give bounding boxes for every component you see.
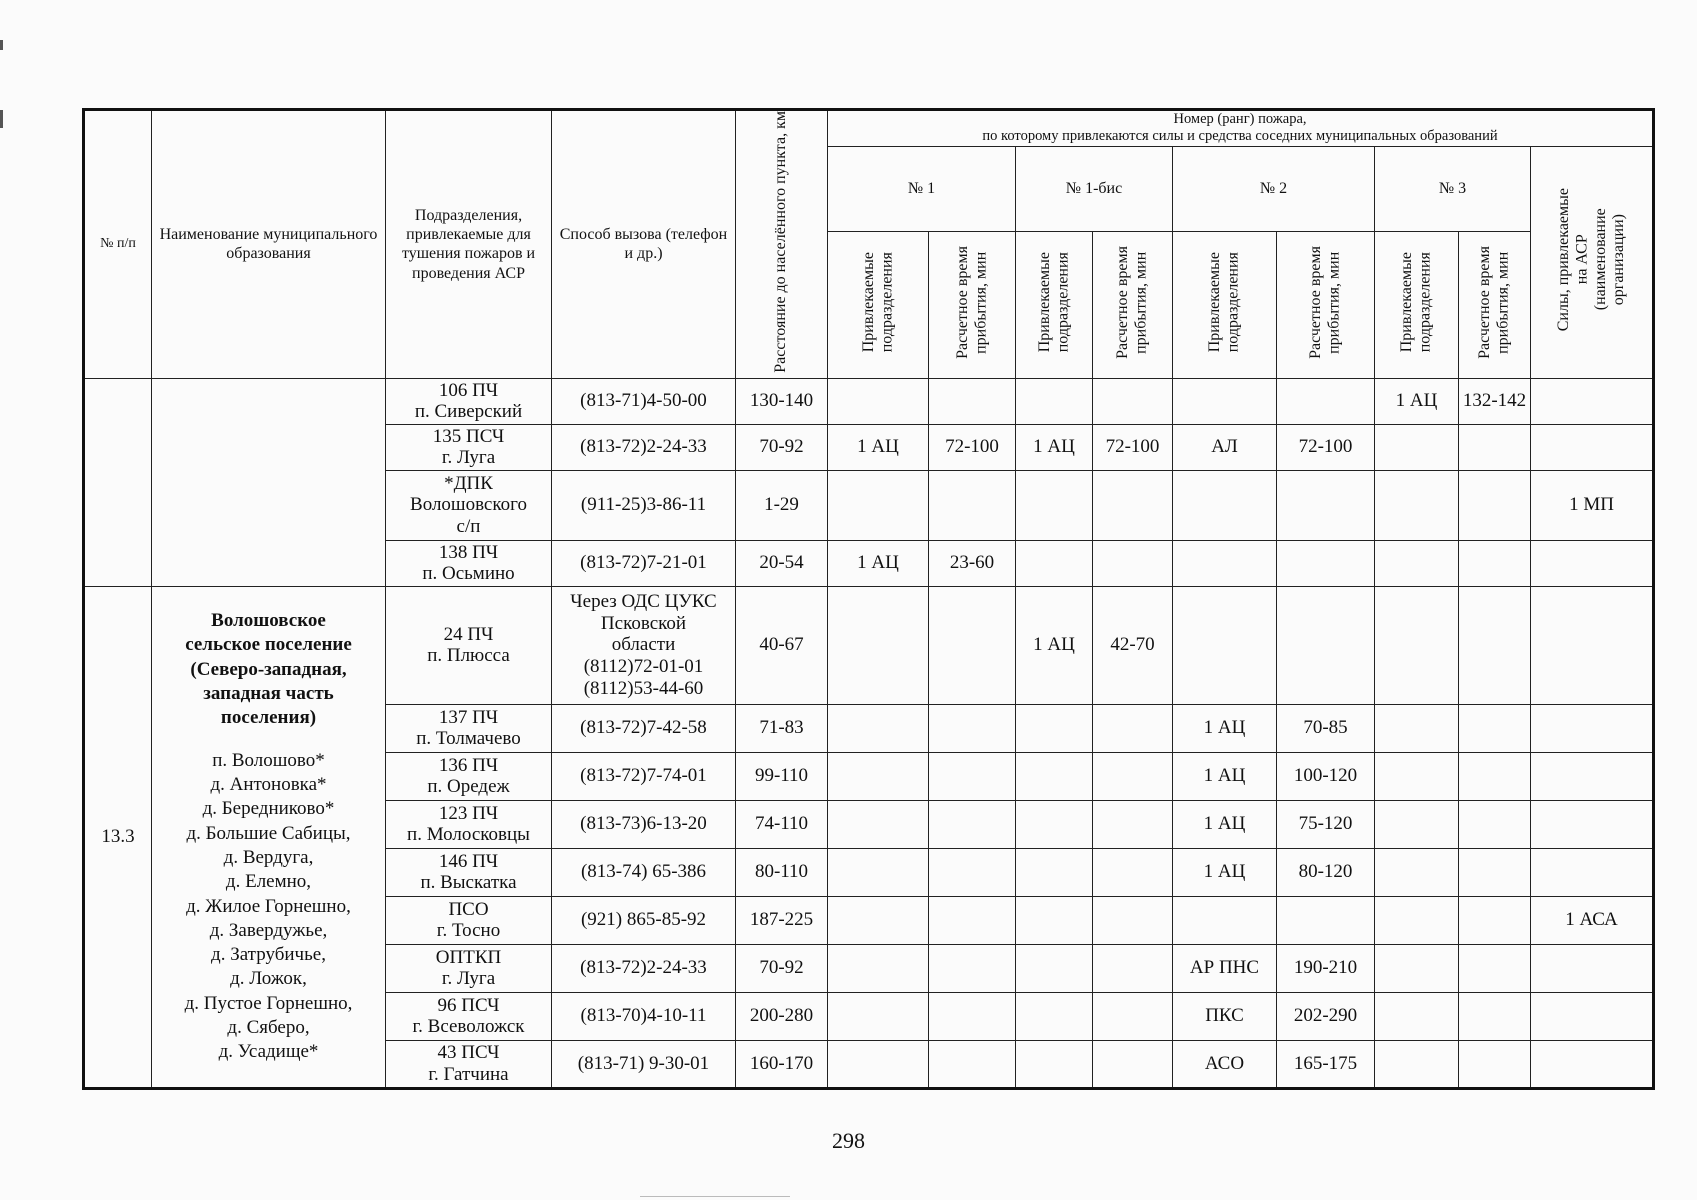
rank1-time-cell bbox=[929, 704, 1016, 752]
call-method-cell bbox=[552, 1040, 736, 1088]
header-rank-1: № 1 bbox=[828, 146, 1016, 231]
rank2-time-cell bbox=[1277, 896, 1375, 944]
fire-response-table bbox=[82, 108, 1655, 1090]
unit-name: 137 ПЧ bbox=[438, 706, 499, 728]
rank1bis-units-cell bbox=[1016, 470, 1093, 540]
header-units: Подразделения, привлекаемые для тушения пожаров и проведения АСР bbox=[386, 110, 552, 379]
rank2-units-cell: 1 АЦ bbox=[1173, 848, 1277, 896]
call-line: (8112)53-44-60 bbox=[583, 678, 704, 700]
rank3-time-cell bbox=[1459, 1040, 1531, 1088]
rank1bis-units-cell bbox=[1016, 378, 1093, 424]
mo-title-line: (Северо-западная, bbox=[190, 658, 347, 680]
rank1-units-cell: 1 АЦ bbox=[828, 540, 929, 586]
rank1bis-time-cell: 72-100 bbox=[1093, 424, 1173, 470]
rank1bis-units-cell bbox=[1016, 704, 1093, 752]
call-line: области bbox=[611, 634, 676, 656]
distance-cell: 130-140 bbox=[736, 378, 828, 424]
rank3-units-cell bbox=[1375, 848, 1459, 896]
rank1-units-cell bbox=[828, 1040, 929, 1088]
call-method-cell bbox=[552, 540, 736, 586]
call-line: (813-72)7-21-01 bbox=[580, 552, 707, 574]
unit-location: п. Сиверский bbox=[414, 401, 523, 423]
page-number: 298 bbox=[832, 1128, 865, 1153]
call-line: (813-72)2-24-33 bbox=[580, 957, 707, 979]
village-list bbox=[154, 749, 383, 1065]
rank2-units-cell bbox=[1173, 378, 1277, 424]
call-line: Через ОДС ЦУКС bbox=[570, 590, 717, 612]
rank1bis-time-cell bbox=[1093, 752, 1173, 800]
rank2-time-cell: 190-210 bbox=[1277, 944, 1375, 992]
rank1bis-units-cell bbox=[1016, 1040, 1093, 1088]
rank2-time-cell bbox=[1277, 378, 1375, 424]
unit-cell bbox=[386, 424, 552, 470]
rank1-units-cell bbox=[828, 944, 929, 992]
unit-cell bbox=[386, 1040, 552, 1088]
asr-forces-cell bbox=[1531, 848, 1654, 896]
distance-cell: 20-54 bbox=[736, 540, 828, 586]
rank1bis-units-cell bbox=[1016, 896, 1093, 944]
rank1bis-time-cell: 42-70 bbox=[1093, 586, 1173, 704]
rank2-time-cell: 165-175 bbox=[1277, 1040, 1375, 1088]
unit-cell bbox=[386, 586, 552, 704]
rank1-units-cell bbox=[828, 704, 929, 752]
village-item: д. Затрубичье, bbox=[211, 944, 326, 966]
call-method-cell bbox=[552, 378, 736, 424]
village-item: д. Пустое Горнешно, bbox=[184, 992, 353, 1014]
rank1-time-cell bbox=[929, 586, 1016, 704]
rank3-units-cell: 1 АЦ bbox=[1375, 378, 1459, 424]
rank1-units-cell bbox=[828, 848, 929, 896]
asr-forces-cell bbox=[1531, 992, 1654, 1040]
rank2-units-cell: ПКС bbox=[1173, 992, 1277, 1040]
header-rank-3: № 3 bbox=[1375, 146, 1531, 231]
unit-cell bbox=[386, 540, 552, 586]
call-method-cell bbox=[552, 470, 736, 540]
header-r3-time: Расчетное время прибытия, мин bbox=[1459, 231, 1531, 378]
rank3-units-cell bbox=[1375, 752, 1459, 800]
rank1-time-cell bbox=[929, 848, 1016, 896]
asr-forces-cell bbox=[1531, 944, 1654, 992]
unit-name: 106 ПЧ bbox=[438, 379, 499, 401]
rank2-time-cell: 75-120 bbox=[1277, 800, 1375, 848]
unit-name: 96 ПСЧ bbox=[437, 994, 500, 1016]
village-item: д. Бередниково* bbox=[202, 798, 335, 820]
distance-cell: 74-110 bbox=[736, 800, 828, 848]
unit-cell bbox=[386, 800, 552, 848]
rank1-time-cell bbox=[929, 944, 1016, 992]
rank3-time-cell bbox=[1459, 800, 1531, 848]
rank2-time-cell: 202-290 bbox=[1277, 992, 1375, 1040]
village-item: д. Завердужье, bbox=[209, 919, 328, 941]
unit-name: ПСО bbox=[448, 898, 489, 920]
unit-location: г. Луга bbox=[441, 968, 496, 990]
asr-forces-cell bbox=[1531, 704, 1654, 752]
rank3-units-cell bbox=[1375, 540, 1459, 586]
village-item: д. Большие Сабицы, bbox=[186, 822, 351, 844]
asr-forces-cell bbox=[1531, 378, 1654, 424]
header-rank-group bbox=[828, 110, 1654, 147]
rank1-time-cell bbox=[929, 800, 1016, 848]
unit-location: Волошовского bbox=[410, 494, 527, 516]
rank1-time-cell: 23-60 bbox=[929, 540, 1016, 586]
rank1-units-cell bbox=[828, 378, 929, 424]
unit-location-suffix: с/п bbox=[456, 516, 481, 538]
rank1bis-time-cell bbox=[1093, 800, 1173, 848]
rank2-time-cell: 80-120 bbox=[1277, 848, 1375, 896]
unit-name: 138 ПЧ bbox=[438, 541, 499, 563]
rank1bis-units-cell: 1 АЦ bbox=[1016, 586, 1093, 704]
unit-location: п. Толмачево bbox=[416, 728, 521, 750]
table-row bbox=[84, 586, 1654, 704]
call-line: (921) 865-85-92 bbox=[580, 909, 707, 931]
village-item: д. Елемно, bbox=[225, 871, 312, 893]
unit-name: ОПТКП bbox=[435, 946, 502, 968]
mo-title bbox=[154, 609, 383, 731]
table-row bbox=[84, 378, 1654, 424]
call-method-cell bbox=[552, 800, 736, 848]
mo-name-cell bbox=[152, 586, 386, 1088]
rank2-units-cell bbox=[1173, 540, 1277, 586]
rank1bis-units-cell bbox=[1016, 800, 1093, 848]
rank3-time-cell: 132-142 bbox=[1459, 378, 1531, 424]
distance-cell: 70-92 bbox=[736, 944, 828, 992]
table-body bbox=[84, 378, 1654, 1088]
call-method-cell bbox=[552, 896, 736, 944]
header-mo-name: Наименование муниципального образования bbox=[152, 110, 386, 379]
rank1bis-units-cell: 1 АЦ bbox=[1016, 424, 1093, 470]
mo-title-line: поселения) bbox=[220, 707, 317, 729]
header-number: № п/п bbox=[84, 110, 152, 379]
call-line: (813-74) 65-386 bbox=[580, 861, 707, 883]
rank2-units-cell: АСО bbox=[1173, 1040, 1277, 1088]
header-rank-group-line1: Номер (ранг) пожара, bbox=[1173, 111, 1307, 127]
header-r2-time: Расчетное время прибытия, мин bbox=[1277, 231, 1375, 378]
rank1bis-time-cell bbox=[1093, 848, 1173, 896]
rank2-time-cell: 72-100 bbox=[1277, 424, 1375, 470]
rank1bis-time-cell bbox=[1093, 896, 1173, 944]
rank2-time-cell: 100-120 bbox=[1277, 752, 1375, 800]
unit-cell bbox=[386, 896, 552, 944]
rank1bis-time-cell bbox=[1093, 470, 1173, 540]
village-item: д. Сяберо, bbox=[227, 1017, 310, 1039]
asr-forces-cell bbox=[1531, 800, 1654, 848]
rank3-units-cell bbox=[1375, 800, 1459, 848]
header-rank-2: № 2 bbox=[1173, 146, 1375, 231]
rank2-units-cell: АЛ bbox=[1173, 424, 1277, 470]
rank3-units-cell bbox=[1375, 704, 1459, 752]
village-item: д. Вердуга, bbox=[223, 846, 314, 868]
rank2-time-cell: 70-85 bbox=[1277, 704, 1375, 752]
asr-forces-cell bbox=[1531, 752, 1654, 800]
mo-title-line: сельское поселение bbox=[185, 634, 352, 656]
call-line: (8112)72-01-01 bbox=[583, 656, 704, 678]
unit-name: 24 ПЧ bbox=[443, 623, 494, 645]
rank1-units-cell bbox=[828, 992, 929, 1040]
rank3-time-cell bbox=[1459, 848, 1531, 896]
rank2-units-cell bbox=[1173, 586, 1277, 704]
unit-location: г. Всеволожск bbox=[412, 1016, 525, 1038]
call-method-cell bbox=[552, 424, 736, 470]
scan-artifact-line bbox=[640, 1196, 790, 1197]
rank1bis-units-cell bbox=[1016, 540, 1093, 586]
rank1bis-time-cell bbox=[1093, 540, 1173, 586]
rank1bis-units-cell bbox=[1016, 848, 1093, 896]
header-r1bis-time: Расчетное время прибытия, мин bbox=[1093, 231, 1173, 378]
unit-location: п. Осьмино bbox=[422, 563, 515, 585]
rank2-units-cell: 1 АЦ bbox=[1173, 800, 1277, 848]
asr-forces-cell bbox=[1531, 1040, 1654, 1088]
rank2-units-cell: 1 АЦ bbox=[1173, 704, 1277, 752]
distance-cell: 160-170 bbox=[736, 1040, 828, 1088]
rank1-units-cell: 1 АЦ bbox=[828, 424, 929, 470]
header-asr-forces bbox=[1531, 146, 1654, 378]
rank2-time-cell bbox=[1277, 470, 1375, 540]
rank3-units-cell bbox=[1375, 896, 1459, 944]
rank1-time-cell bbox=[929, 896, 1016, 944]
rank1-units-cell bbox=[828, 752, 929, 800]
unit-cell bbox=[386, 992, 552, 1040]
asr-forces-cell bbox=[1531, 424, 1654, 470]
call-method-cell bbox=[552, 848, 736, 896]
call-line: (813-71)4-50-00 bbox=[580, 390, 707, 412]
header-r1bis-involved: Привлекаемые подразделения bbox=[1016, 231, 1093, 378]
rank1bis-units-cell bbox=[1016, 752, 1093, 800]
rank3-time-cell bbox=[1459, 704, 1531, 752]
village-item: п. Волошово* bbox=[212, 749, 325, 771]
call-line: (813-72)2-24-33 bbox=[580, 436, 707, 458]
rank1-time-cell bbox=[929, 1040, 1016, 1088]
rank3-units-cell bbox=[1375, 992, 1459, 1040]
unit-name: 43 ПСЧ bbox=[437, 1042, 500, 1064]
distance-cell: 200-280 bbox=[736, 992, 828, 1040]
rank2-units-cell: 1 АЦ bbox=[1173, 752, 1277, 800]
distance-cell: 70-92 bbox=[736, 424, 828, 470]
header-rank-group-line2: по которому привлекаются силы и средства соседних муниципальных образований bbox=[982, 128, 1498, 145]
asr-forces-cell bbox=[1531, 540, 1654, 586]
call-line: (813-70)4-10-11 bbox=[580, 1005, 707, 1027]
village-item: д. Усадище* bbox=[218, 1041, 319, 1063]
call-method-cell bbox=[552, 944, 736, 992]
village-item: д. Антоновка* bbox=[210, 773, 327, 795]
row-number-cell-continued bbox=[84, 378, 152, 586]
unit-cell bbox=[386, 848, 552, 896]
rank3-time-cell bbox=[1459, 470, 1531, 540]
header-call-method: Способ вызова (телефон и др.) bbox=[552, 110, 736, 379]
call-line: Псковской bbox=[600, 612, 687, 634]
asr-forces-cell bbox=[1531, 586, 1654, 704]
header-distance bbox=[736, 110, 828, 379]
header-r2-involved: Привлекаемые подразделения bbox=[1173, 231, 1277, 378]
rank3-units-cell bbox=[1375, 1040, 1459, 1088]
rank1-units-cell bbox=[828, 800, 929, 848]
header-distance-text: Расстояние до населённого пункта, км bbox=[772, 111, 790, 373]
rank1-units-cell bbox=[828, 896, 929, 944]
rank2-units-cell bbox=[1173, 896, 1277, 944]
unit-location: г. Тосно bbox=[436, 920, 501, 942]
unit-name: 135 ПСЧ bbox=[432, 425, 505, 447]
rank2-time-cell bbox=[1277, 586, 1375, 704]
rank3-time-cell bbox=[1459, 896, 1531, 944]
village-item: д. Ложок, bbox=[230, 968, 307, 990]
rank1bis-units-cell bbox=[1016, 992, 1093, 1040]
row-number: 13.3 bbox=[84, 586, 152, 1088]
rank1bis-units-cell bbox=[1016, 944, 1093, 992]
rank3-time-cell bbox=[1459, 944, 1531, 992]
distance-cell: 187-225 bbox=[736, 896, 828, 944]
mo-title-line: западная часть bbox=[203, 683, 334, 705]
call-line: (813-71) 9-30-01 bbox=[577, 1052, 710, 1074]
rank3-time-cell bbox=[1459, 424, 1531, 470]
rank3-units-cell bbox=[1375, 944, 1459, 992]
unit-location: п. Выскатка bbox=[420, 872, 517, 894]
unit-name: 146 ПЧ bbox=[438, 850, 499, 872]
unit-location: п. Оредеж bbox=[427, 776, 510, 798]
rank1-units-cell bbox=[828, 470, 929, 540]
rank3-units-cell bbox=[1375, 586, 1459, 704]
header-rank-1bis: № 1-бис bbox=[1016, 146, 1173, 231]
rank3-units-cell bbox=[1375, 470, 1459, 540]
rank1bis-time-cell bbox=[1093, 944, 1173, 992]
unit-location: г. Гатчина bbox=[428, 1063, 509, 1085]
rank3-units-cell bbox=[1375, 424, 1459, 470]
asr-forces-cell: 1 АСА bbox=[1531, 896, 1654, 944]
rank1bis-time-cell bbox=[1093, 704, 1173, 752]
rank1-time-cell bbox=[929, 378, 1016, 424]
rank3-time-cell bbox=[1459, 752, 1531, 800]
asr-forces-cell: 1 МП bbox=[1531, 470, 1654, 540]
distance-cell: 99-110 bbox=[736, 752, 828, 800]
mo-name-cell-continued bbox=[152, 378, 386, 586]
rank3-time-cell bbox=[1459, 586, 1531, 704]
unit-cell bbox=[386, 470, 552, 540]
rank3-time-cell bbox=[1459, 992, 1531, 1040]
header-r1-involved: Привлекаемые подразделения bbox=[828, 231, 929, 378]
unit-name: 136 ПЧ bbox=[438, 754, 499, 776]
unit-cell bbox=[386, 944, 552, 992]
unit-cell bbox=[386, 704, 552, 752]
mo-title-line: Волошовское bbox=[211, 610, 326, 632]
rank1bis-time-cell bbox=[1093, 992, 1173, 1040]
rank1-time-cell bbox=[929, 470, 1016, 540]
unit-location: г. Луга bbox=[441, 447, 496, 469]
unit-cell bbox=[386, 378, 552, 424]
header-r3-involved: Привлекаемые подразделения bbox=[1375, 231, 1459, 378]
rank2-units-cell: АР ПНС bbox=[1173, 944, 1277, 992]
call-method-cell bbox=[552, 586, 736, 704]
scan-edge-mark bbox=[0, 40, 3, 50]
header-asr-text: Силы, привлекаемые на АСР (наименование организации) bbox=[1554, 187, 1627, 332]
header-r1-time: Расчетное время прибытия, мин bbox=[929, 231, 1016, 378]
call-method-cell bbox=[552, 704, 736, 752]
village-item: д. Жилое Горнешно, bbox=[186, 895, 351, 917]
rank1bis-time-cell bbox=[1093, 1040, 1173, 1088]
rank2-units-cell bbox=[1173, 470, 1277, 540]
distance-cell: 80-110 bbox=[736, 848, 828, 896]
rank2-time-cell bbox=[1277, 540, 1375, 586]
scan-edge-mark bbox=[0, 110, 3, 128]
call-line: (813-73)6-13-20 bbox=[580, 813, 707, 835]
rank1-units-cell bbox=[828, 586, 929, 704]
unit-name: *ДПК bbox=[444, 472, 493, 494]
call-line: (813-72)7-74-01 bbox=[580, 765, 707, 787]
rank1-time-cell bbox=[929, 752, 1016, 800]
rank1-time-cell: 72-100 bbox=[929, 424, 1016, 470]
call-method-cell bbox=[552, 752, 736, 800]
unit-cell bbox=[386, 752, 552, 800]
unit-location: п. Плюсса bbox=[427, 645, 510, 667]
rank1-time-cell bbox=[929, 992, 1016, 1040]
unit-location: п. Молосковцы bbox=[407, 824, 530, 846]
unit-name: 123 ПЧ bbox=[438, 802, 499, 824]
distance-cell: 40-67 bbox=[736, 586, 828, 704]
call-method-cell bbox=[552, 992, 736, 1040]
rank3-time-cell bbox=[1459, 540, 1531, 586]
call-line: (813-72)7-42-58 bbox=[580, 717, 707, 739]
distance-cell: 1-29 bbox=[736, 470, 828, 540]
rank1bis-time-cell bbox=[1093, 378, 1173, 424]
distance-cell: 71-83 bbox=[736, 704, 828, 752]
call-line: (911-25)3-86-11 bbox=[580, 494, 707, 516]
